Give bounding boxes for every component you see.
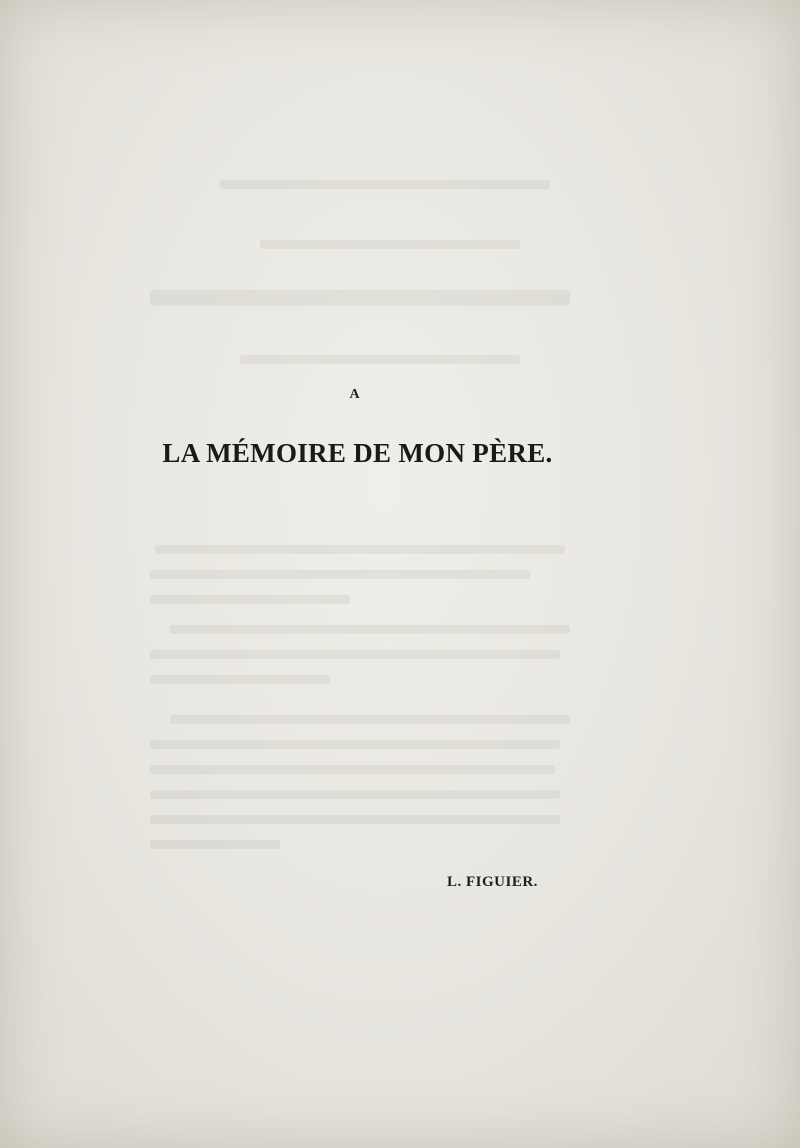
dedication-preposition: A <box>349 387 361 402</box>
dedication-title: LA MÉMOIRE DE MON PÈRE. <box>162 438 553 468</box>
author-signature: L. FIGUIER. <box>447 874 538 890</box>
show-through-texture <box>150 170 580 860</box>
